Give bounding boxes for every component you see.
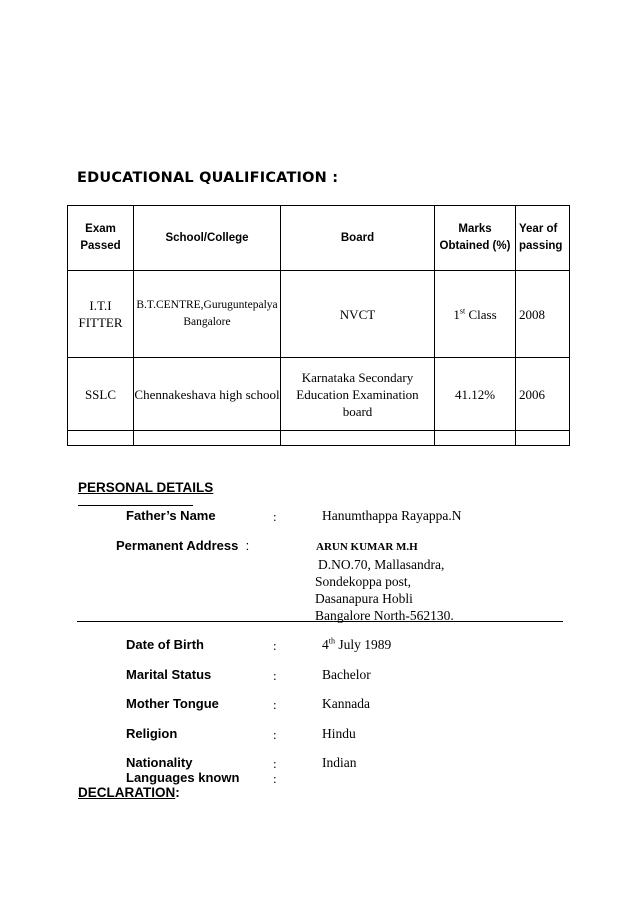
cell-marks: 41.12% — [435, 358, 516, 431]
cell-board: Karnataka Secondary Education Examination board — [281, 358, 435, 431]
dob-colon: : — [273, 638, 277, 653]
fathers-name-value: Hanumthappa Rayappa.N — [322, 508, 462, 523]
header-year: Year of passing — [516, 206, 570, 271]
personal-details-title: PERSONAL DETAILS — [78, 480, 214, 495]
cell-exam: I.T.I FITTER — [68, 271, 134, 358]
empty-cell — [435, 431, 516, 446]
address-line-3: Dasanapura Hobli — [315, 591, 413, 606]
education-title: EDUCATIONAL QUALIFICATION : — [77, 170, 339, 186]
address-line-1: D.NO.70, Mallasandra, — [318, 557, 445, 572]
religion-label: Religion — [126, 726, 178, 741]
marital-status-colon: : — [273, 668, 277, 683]
mother-tongue-value: Kannada — [322, 696, 370, 711]
fathers-name-colon: : — [273, 509, 277, 524]
table-row-empty — [68, 431, 570, 446]
cell-board: NVCT — [281, 271, 435, 358]
declaration-heading: DECLARATION: — [78, 785, 180, 800]
cell-year: 2006 — [516, 358, 570, 431]
education-table — [67, 205, 570, 446]
mother-tongue-label: Mother Tongue — [126, 696, 219, 711]
header-board: Board — [281, 206, 435, 271]
dob-label: Date of Birth — [126, 637, 204, 652]
religion-colon: : — [273, 727, 277, 742]
religion-value: Hindu — [322, 726, 356, 741]
cell-school: Chennakeshava high school — [134, 358, 281, 431]
address-name: ARUN KUMAR M.H — [316, 541, 418, 553]
dob-value: 4th July 1989 — [322, 636, 392, 652]
cell-marks: 1st Class — [435, 271, 516, 358]
table-row — [68, 271, 570, 358]
empty-cell — [281, 431, 435, 446]
marital-status-label: Marital Status — [126, 667, 212, 682]
cell-exam: SSLC — [68, 358, 134, 431]
nationality-value: Indian — [322, 755, 357, 770]
table-header-row — [68, 206, 570, 271]
fathers-name-label: Father’s Name — [126, 508, 216, 523]
empty-cell — [134, 431, 281, 446]
empty-cell — [68, 431, 134, 446]
table-row — [68, 358, 570, 431]
empty-cell — [516, 431, 570, 446]
nationality-label: Nationality — [126, 755, 193, 770]
permanent-address-label: Permanent Address : — [116, 538, 250, 553]
mother-tongue-colon: : — [273, 697, 277, 712]
cell-year: 2008 — [516, 271, 570, 358]
header-school: School/College — [134, 206, 281, 271]
languages-colon: : — [273, 771, 277, 786]
section-divider — [77, 621, 563, 622]
personal-details-underline — [78, 505, 193, 506]
address-line-2: Sondekoppa post, — [315, 574, 411, 589]
address-line-4: Bangalore North-562130. — [315, 608, 454, 623]
header-marks: Marks Obtained (%) — [435, 206, 516, 271]
nationality-colon: : — [273, 756, 277, 771]
cell-school: B.T.CENTRE,Guruguntepalya Bangalore — [134, 271, 281, 358]
languages-label: Languages known — [126, 770, 240, 785]
header-exam: Exam Passed — [68, 206, 134, 271]
marital-status-value: Bachelor — [322, 667, 371, 682]
